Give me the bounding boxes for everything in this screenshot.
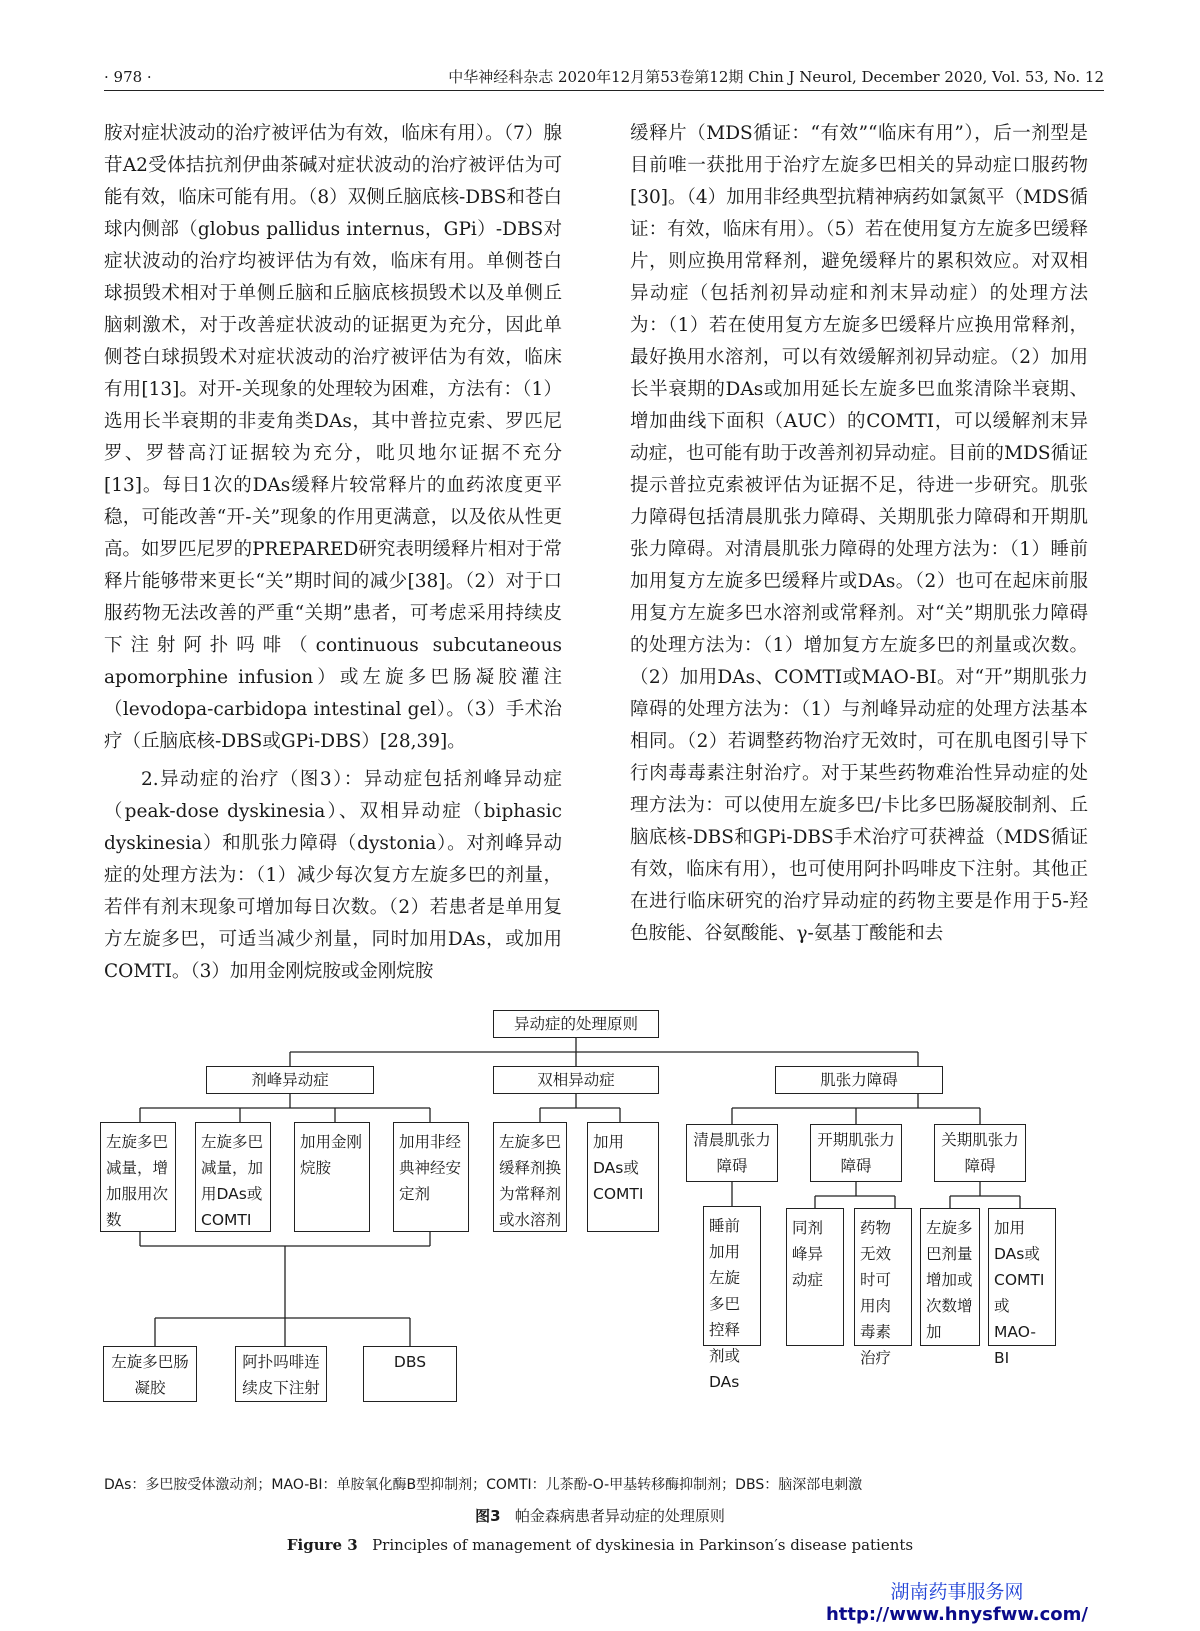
figure-title-zh: 帕金森病患者异动症的处理原则 (514, 1507, 725, 1525)
flow-on-item: 药物无效时可用肉毒素治疗 (854, 1208, 912, 1346)
body-paragraph: 2.异动症的治疗（图3）：异动症包括剂峰异动症（peak-dose dyskinesia）、双相异动症（biphasic dyskinesia）和肌张力障碍（dystonia）。对剂峰异动症的处理方法为：（1）减少每次复方左旋多巴的剂量，若伴有剂末现象可增加每日次数。（2）若患者是单用复方左旋多巴，可适当减少剂量，同时加用DAs，或加用COMTI。（3）加用金刚烷胺或金刚烷胺 (104, 769, 562, 982)
flow-peak-item: 加用非经典神经安定剂 (393, 1122, 469, 1232)
flow-on-item: 同剂峰异动症 (786, 1208, 844, 1346)
figure-label-zh: 图3 (475, 1507, 501, 1525)
watermark-name: 湖南药事服务网 (890, 1581, 1024, 1603)
flow-biphasic-item: 加用DAs或COMTI (587, 1122, 659, 1232)
flow-on-dystonia: 开期肌张力障碍 (810, 1124, 902, 1182)
body-paragraph: 胺对症状波动的治疗被评估为有效，临床有用）。（7）腺苷A2受体拮抗剂伊曲茶碱对症状波动的治疗被评估为可能有效，临床可能有用。（8）双侧丘脑底核-DBS和苍白球内侧部（globus pallidus internus，GPi）-DBS对症状波动的治疗均被评估为有效，临床有用。单侧苍白球损毁术相对于单侧丘脑和丘脑底核损毁术以及单侧丘脑刺激术，对于改善症状波动的证据更为充分，因此单侧苍白球损毁术对症状波动的治疗被评估为有效，临床有用[13]。对开-关现象的处理较为困难，方法有：（1）选用长半衰期的非麦角类DAs，其中普拉克索、罗匹尼罗、罗替高汀证据较为充分，吡贝地尔证据不充分[13]。每日1次的DAs缓释片较常释片的血药浓度更平稳，可能改善“开-关”现象的作用更满意，以及依从性更高。如罗匹尼罗的PREPARED研究表明缓释片相对于常释片能够带来更长“关”期时间的减少[38]。（2）对于口服药物无法改善的严重“关期”患者，可考虑采用持续皮下注射阿扑吗啡（continuous subcutaneous apomorphine infusion）或左旋多巴肠凝胶灌注（levodopa-carbidopa intestinal gel）。（3）手术治疗（丘脑底核-DBS或GPi-DBS）[28,39]。 (104, 123, 562, 752)
figure-caption-en (0, 1533, 1200, 1557)
flow-off-dystonia: 关期肌张力障碍 (934, 1124, 1026, 1182)
flow-peak-bottom-item: 左旋多巴肠凝胶 (103, 1346, 197, 1402)
flow-off-item: 加用DAs或COMTI或MAO-BI (988, 1208, 1056, 1346)
watermark (826, 1580, 1088, 1626)
journal-citation: 中华神经科杂志 2020年12月第53卷第12期 Chin J Neurol, December 2020, Vol. 53, No. 12 (448, 68, 1104, 86)
page-number: · 978 · (104, 68, 152, 86)
flow-morning-dystonia: 清晨肌张力障碍 (686, 1124, 778, 1182)
flow-peak-item: 左旋多巴减量，增加服用次数 (100, 1122, 176, 1232)
body-paragraph: 缓释片（MDS循证：“有效”“临床有用”），后一剂型是目前唯一获批用于治疗左旋多巴相关的异动症口服药物[30]。（4）加用非经典型抗精神病药如氯氮平（MDS循证：有效，临床有用）。（5）若在使用复方左旋多巴缓释片，则应换用常释剂，避免缓释片的累积效应。对双相异动症（包括剂初异动症和剂末异动症）的处理方法为：（1）若在使用复方左旋多巴缓释片应换用常释剂，最好换用水溶剂，可以有效缓解剂初异动症。（2）加用长半衰期的DAs或加用延长左旋多巴血浆清除半衰期、增加曲线下面积（AUC）的COMTI，可以缓解剂末异动症，也可能有助于改善剂初异动症。目前的MDS循证提示普拉克索被评估为证据不足，待进一步研究。肌张力障碍包括清晨肌张力障碍、关期肌张力障碍和开期肌张力障碍。对清晨肌张力障碍的处理方法为：（1）睡前加用复方左旋多巴缓释片或DAs。（2）也可在起床前服用复方左旋多巴水溶剂或常释剂。对“关”期肌张力障碍的处理方法为：（1）增加复方左旋多巴的剂量或次数。（2）加用DAs、COMTI或MAO-BI。对“开”期肌张力障碍的处理方法为：（1）与剂峰异动症的处理方法基本相同。（2）若调整药物治疗无效时，可在肌电图引导下行肉毒毒素注射治疗。对于某些药物难治性异动症的处理方法为：可以使用左旋多巴/卡比多巴肠凝胶制剂、丘脑底核-DBS和GPi-DBS手术治疗可获裨益（MDS循证有效，临床有用），也可使用阿扑吗啡皮下注射。其他正在进行临床研究的治疗异动症的药物主要是作用于5-羟色胺能、谷氨酸能、γ-氨基丁酸能和去 (630, 123, 1088, 944)
flow-biphasic-dyskinesia: 双相异动症 (493, 1066, 659, 1094)
flow-peak-dose-dyskinesia: 剂峰异动症 (206, 1066, 374, 1094)
flow-off-item: 左旋多巴剂量增加或次数增加 (920, 1208, 980, 1346)
flow-peak-item: 加用金刚烷胺 (294, 1122, 370, 1232)
figure-abbreviations: DAs：多巴胺受体激动剂；MAO-BI：单胺氧化酶B型抑制剂；COMTI：儿茶酚-O-甲基转移酶抑制剂；DBS：脑深部电刺激 (104, 1477, 863, 1493)
flow-peak-item: 左旋多巴减量，加用DAs或COMTI (195, 1122, 271, 1232)
flow-peak-bottom-item: 阿扑吗啡连续皮下注射 (235, 1346, 327, 1402)
figure-caption-zh (0, 1504, 1200, 1528)
flow-biphasic-item: 左旋多巴缓释剂换为常释剂或水溶剂 (493, 1122, 567, 1232)
running-header (104, 64, 1104, 91)
right-column (630, 118, 1088, 1038)
flow-root: 异动症的处理原则 (493, 1010, 659, 1038)
figure-label-en: Figure 3 (286, 1536, 358, 1554)
watermark-url[interactable]: http://www.hnysfww.com/ (825, 1604, 1088, 1625)
flow-dystonia: 肌张力障碍 (775, 1066, 943, 1094)
flow-peak-bottom-item: DBS (363, 1346, 457, 1402)
flow-morning-item: 睡前加用左旋多巴控释剂或DAs (703, 1206, 761, 1346)
figure-title-en: Principles of management of dyskinesia in Parkinson′s disease patients (372, 1536, 914, 1554)
left-column (104, 118, 562, 1038)
